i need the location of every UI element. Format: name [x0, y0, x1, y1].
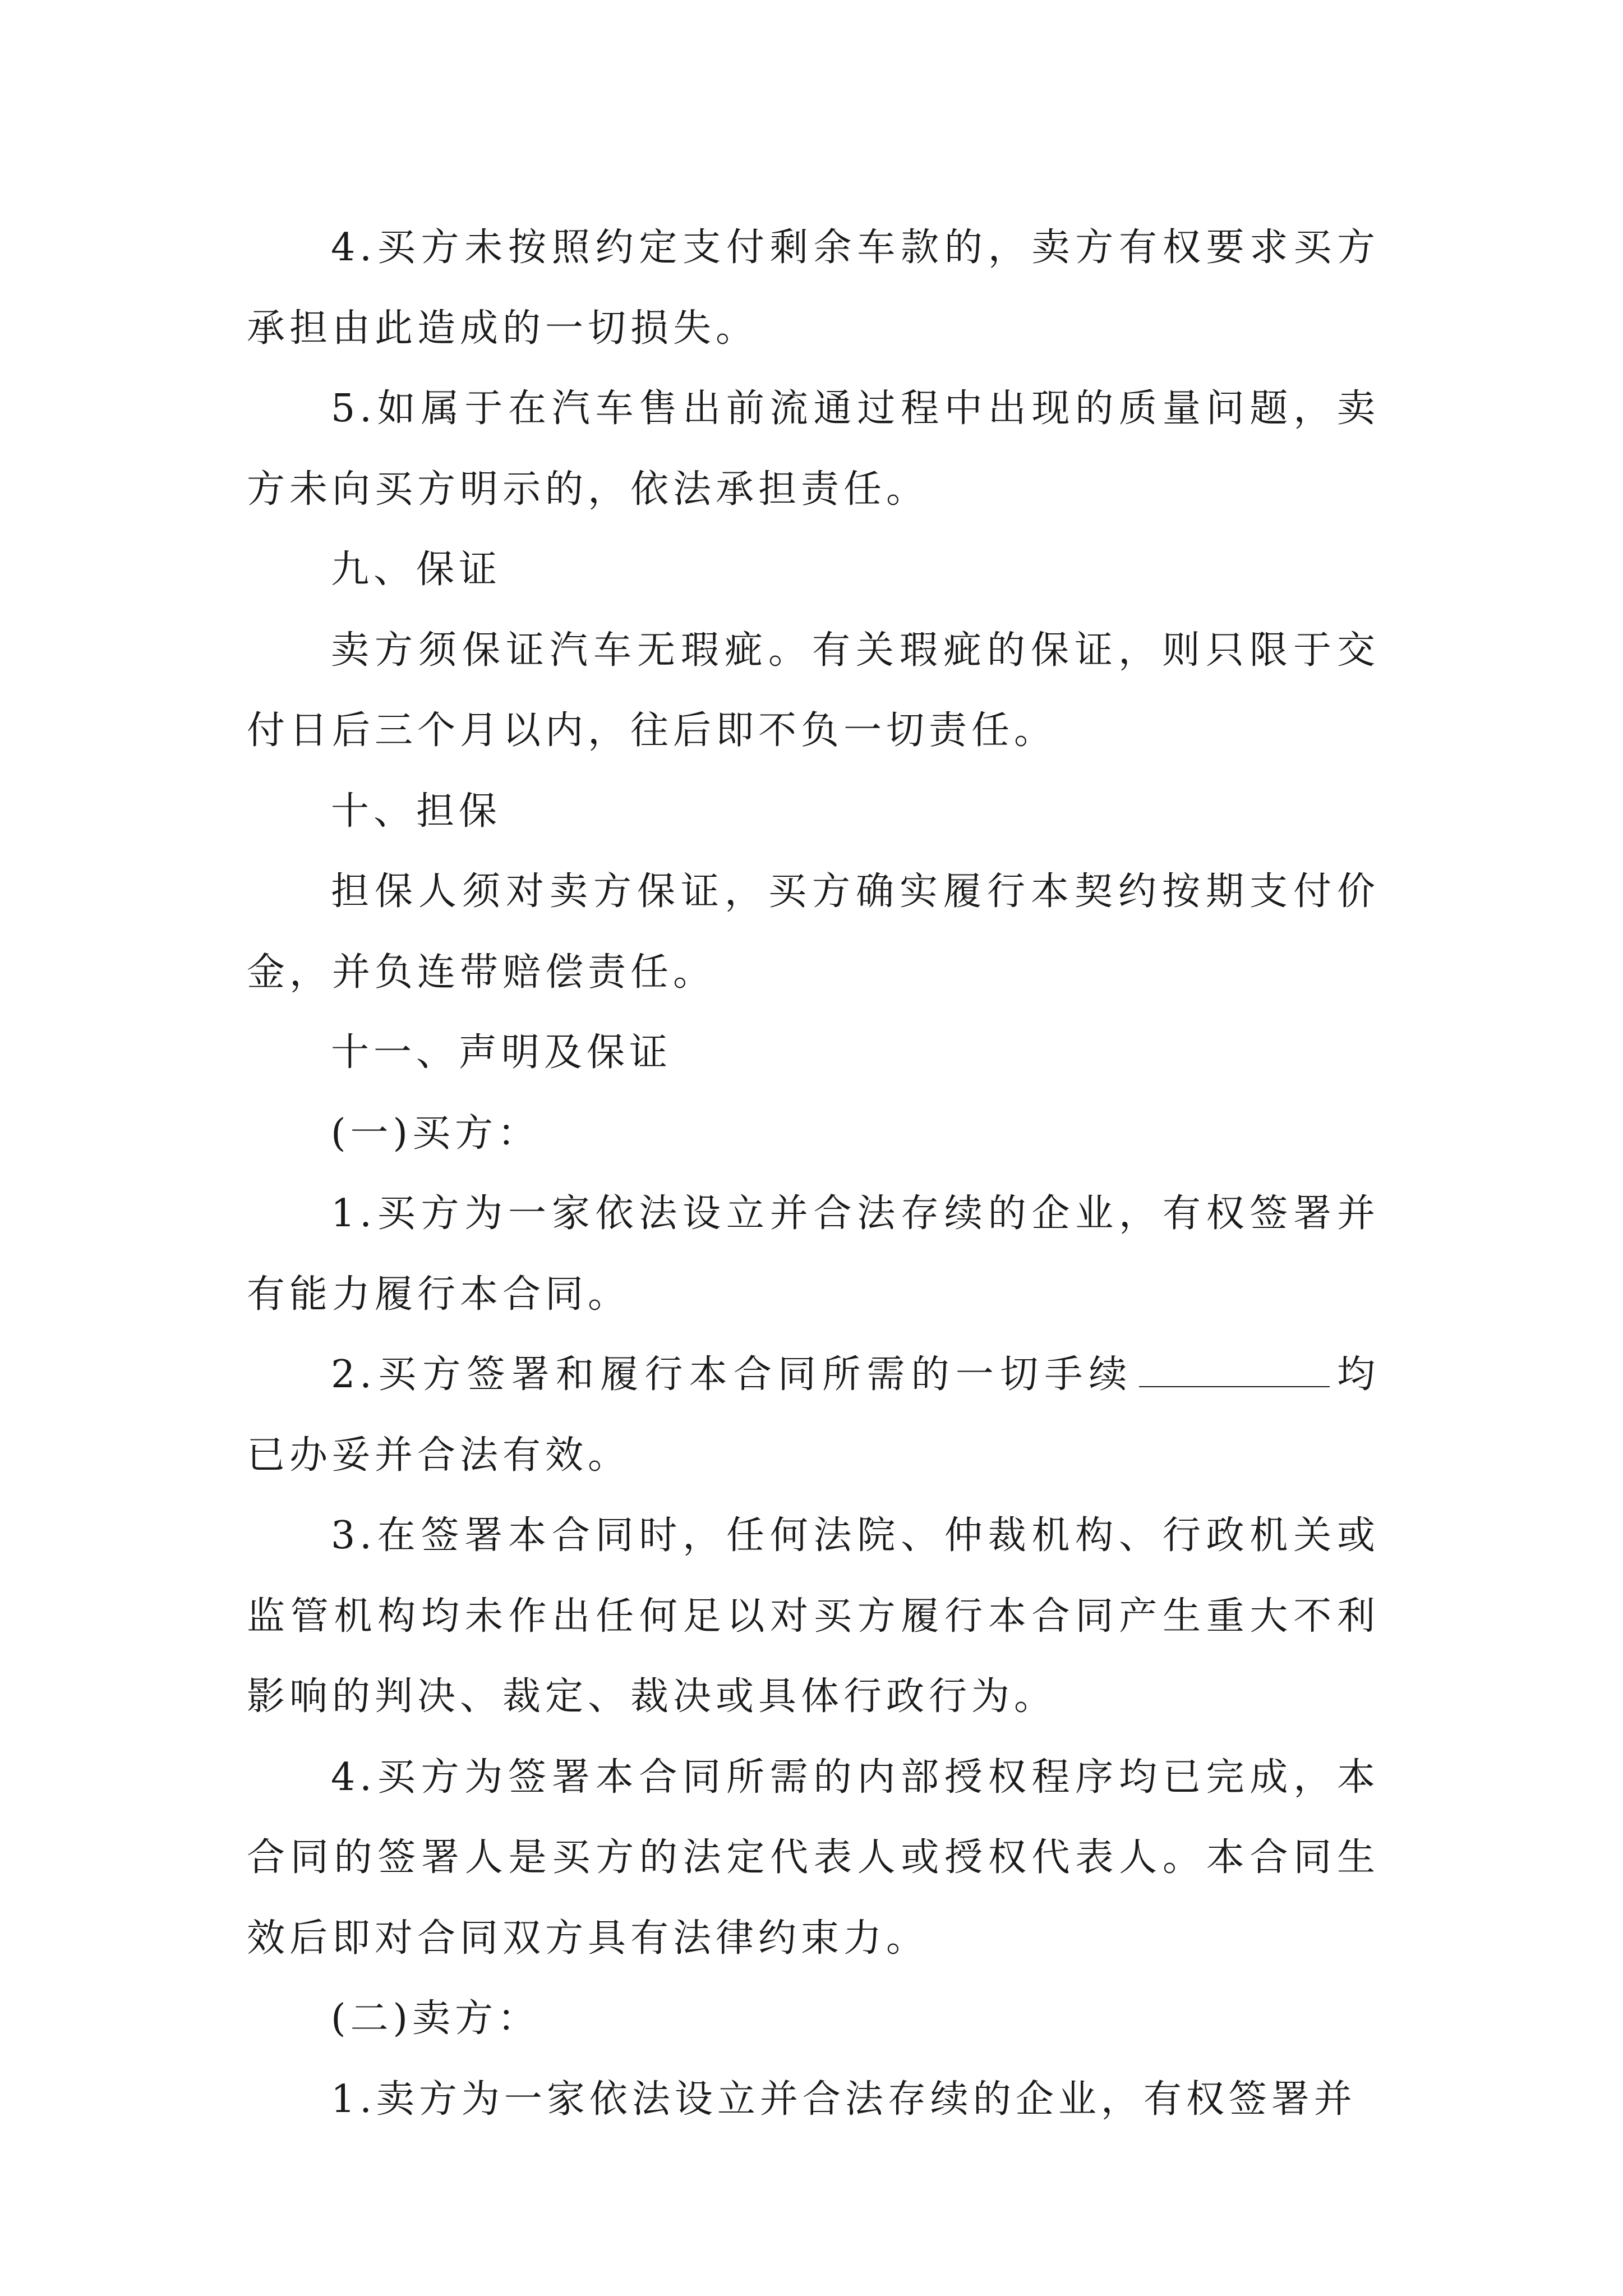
subsection-heading-buyer: (一)买方： — [331, 1111, 541, 1156]
subsection-heading-seller: (二)卖方： — [331, 1996, 541, 2041]
section-heading-security: 十、担保 — [331, 789, 502, 834]
clause-no-adverse-ruling: 3.在签署本合同时，任何法院、仲裁机构、行政机关或监管机构均未作出任何足以对买方履行本合同产生重大不利影响的判决、裁定、裁决或具体行政行为。 — [247, 1513, 1380, 1719]
document-body — [247, 208, 1380, 2139]
clause-quality-issue: 5.如属于在汽车售出前流通过程中出现的质量问题，卖方未向买方明示的，依法承担责任。 — [247, 386, 1380, 512]
clause-buyer-unpaid: 4.买方未按照约定支付剩余车款的，卖方有权要求买方承担由此造成的一切损失。 — [247, 226, 1380, 351]
clause-buyer-procedures-start: 2.买方签署和履行本合同所需的一切手续 — [331, 1352, 1133, 1397]
section-heading-representations: 十一、声明及保证 — [331, 1030, 672, 1075]
clause-buyer-established: 1.买方为一家依法设立并合法存续的企业，有权签署并有能力履行本合同。 — [247, 1191, 1380, 1317]
clause-internal-authorization: 4.买方为签署本合同所需的内部授权程序均已完成，本合同的签署人是买方的法定代表人或授权代表人。本合同生效后即对合同双方具有法律约束力。 — [247, 1755, 1380, 1961]
clause-defect-warranty: 卖方须保证汽车无瑕疵。有关瑕疵的保证，则只限于交付日后三个月以内，往后即不负一切责任。 — [247, 628, 1380, 753]
section-heading-guarantee: 九、保证 — [331, 547, 502, 592]
clause-guarantor: 担保人须对卖方保证，买方确实履行本契约按期支付价金，并负连带赔偿责任。 — [247, 869, 1380, 995]
clause-buyer-procedures — [247, 1335, 1380, 1496]
fill-in-blank — [1139, 1355, 1330, 1387]
clause-buyer-procedures-end: 均已办妥并合法有效。 — [247, 1352, 1380, 1478]
clause-seller-established: 1.卖方为一家依法设立并合法存续的企业，有权签署并 — [331, 2077, 1357, 2122]
